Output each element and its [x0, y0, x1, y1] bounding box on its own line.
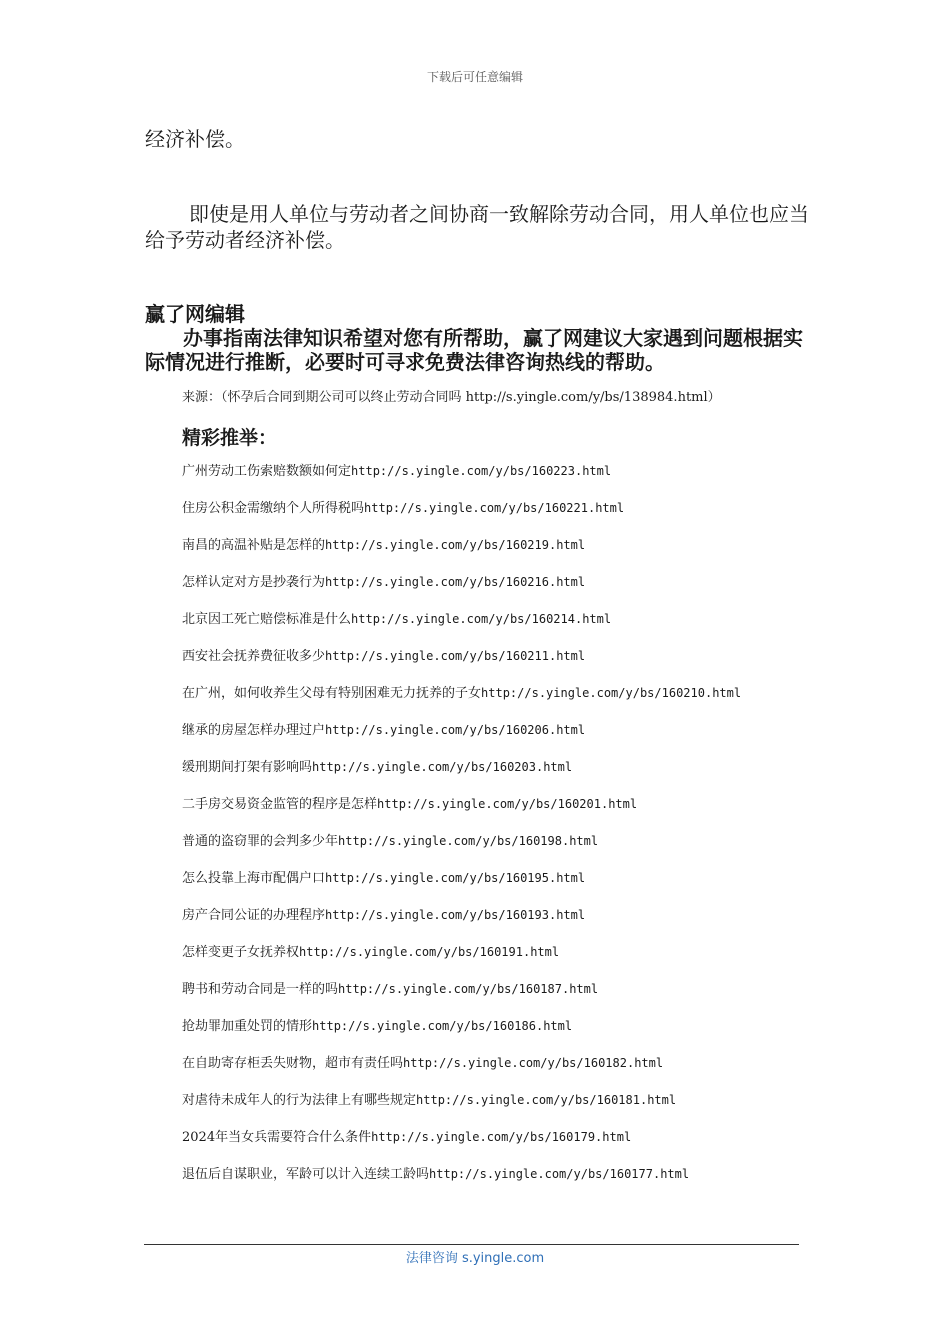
link-url[interactable]: http://s.yingle.com/y/bs/160191.html: [299, 945, 560, 959]
list-item[interactable]: [182, 684, 741, 721]
list-item[interactable]: [182, 980, 741, 1017]
link-title: 抢劫罪加重处罚的情形: [182, 1019, 313, 1034]
link-url[interactable]: http://s.yingle.com/y/bs/160201.html: [377, 797, 638, 811]
list-item[interactable]: [182, 610, 741, 647]
paragraph-compensation-end: 经济补偿。: [145, 127, 245, 151]
link-title: 在广州，如何收养生父母有特别困难无力抚养的子女: [182, 686, 482, 701]
link-title: 退伍后自谋职业，军龄可以计入连续工龄吗: [182, 1167, 430, 1182]
list-item[interactable]: [182, 1128, 741, 1165]
link-url[interactable]: http://s.yingle.com/y/bs/160198.html: [338, 834, 599, 848]
recommend-title: 精彩推举：: [182, 427, 278, 449]
paragraph-mutual-termination: 即使是用人单位与劳动者之间协商一致解除劳动合同，用人单位也应当给予劳动者经济补偿。: [145, 202, 809, 252]
list-item[interactable]: [182, 1165, 741, 1202]
list-item[interactable]: [182, 536, 741, 573]
list-item[interactable]: [182, 906, 741, 943]
link-title: 在自助寄存柜丢失财物，超市有责任吗: [182, 1056, 404, 1071]
page-header: 下载后可任意编辑: [426, 70, 523, 84]
link-url[interactable]: http://s.yingle.com/y/bs/160193.html: [325, 908, 586, 922]
list-item[interactable]: [182, 721, 741, 758]
link-url[interactable]: http://s.yingle.com/y/bs/160182.html: [403, 1056, 664, 1070]
link-title: 住房公积金需缴纳个人所得税吗: [182, 501, 365, 516]
list-item[interactable]: [182, 1054, 741, 1091]
link-title: 对虐待未成年人的行为法律上有哪些规定: [182, 1093, 417, 1108]
list-item[interactable]: [182, 832, 741, 869]
list-item[interactable]: [182, 573, 741, 610]
link-url[interactable]: http://s.yingle.com/y/bs/160221.html: [364, 501, 625, 515]
link-url[interactable]: http://s.yingle.com/y/bs/160179.html: [371, 1130, 632, 1144]
link-title: 继承的房屋怎样办理过户: [182, 723, 326, 738]
source-citation: 来源：（怀孕后合同到期公司可以终止劳动合同吗 http://s.yingle.com/y/bs/138984.html）: [182, 390, 721, 405]
link-url[interactable]: http://s.yingle.com/y/bs/160177.html: [429, 1167, 690, 1181]
link-url[interactable]: http://s.yingle.com/y/bs/160186.html: [312, 1019, 573, 1033]
list-item[interactable]: [182, 499, 741, 536]
link-title: 北京因工死亡赔偿标准是什么: [182, 612, 352, 627]
link-title: 聘书和劳动合同是一样的吗: [182, 982, 339, 997]
list-item[interactable]: [182, 1017, 741, 1054]
link-title: 普通的盗窃罪的会判多少年: [182, 834, 339, 849]
link-title: 二手房交易资金监管的程序是怎样: [182, 797, 378, 812]
recommend-list: [182, 462, 741, 1202]
list-item[interactable]: [182, 758, 741, 795]
link-url[interactable]: http://s.yingle.com/y/bs/160214.html: [351, 612, 612, 626]
link-url[interactable]: http://s.yingle.com/y/bs/160216.html: [325, 575, 586, 589]
link-url[interactable]: http://s.yingle.com/y/bs/160206.html: [325, 723, 586, 737]
link-url[interactable]: http://s.yingle.com/y/bs/160223.html: [351, 464, 612, 478]
link-title: 2024年当女兵需要符合什么条件: [182, 1130, 372, 1145]
link-title: 南昌的高温补贴是怎样的: [182, 538, 326, 553]
link-title: 房产合同公证的办理程序: [182, 908, 326, 923]
list-item[interactable]: [182, 1091, 741, 1128]
list-item[interactable]: [182, 647, 741, 684]
link-url[interactable]: http://s.yingle.com/y/bs/160187.html: [338, 982, 599, 996]
list-item[interactable]: [182, 869, 741, 906]
link-url[interactable]: http://s.yingle.com/y/bs/160211.html: [325, 649, 586, 663]
link-title: 广州劳动工伤索赔数额如何定: [182, 464, 352, 479]
link-url[interactable]: http://s.yingle.com/y/bs/160203.html: [312, 760, 573, 774]
intro-paragraph: 办事指南法律知识希望对您有所帮助，赢了网建议大家遇到问题根据实际情况进行推断，必要时可寻求免费法律咨询热线的帮助。: [145, 326, 803, 374]
link-url[interactable]: http://s.yingle.com/y/bs/160181.html: [416, 1093, 677, 1107]
link-url[interactable]: http://s.yingle.com/y/bs/160210.html: [481, 686, 742, 700]
link-url[interactable]: http://s.yingle.com/y/bs/160195.html: [325, 871, 586, 885]
editor-heading: 赢了网编辑: [145, 302, 245, 326]
link-title: 缓刑期间打架有影响吗: [182, 760, 313, 775]
link-url[interactable]: http://s.yingle.com/y/bs/160219.html: [325, 538, 586, 552]
footer-divider: [144, 1244, 799, 1245]
list-item[interactable]: [182, 462, 741, 499]
link-title: 怎样变更子女抚养权: [182, 945, 300, 960]
link-title: 怎样认定对方是抄袭行为: [182, 575, 326, 590]
list-item[interactable]: [182, 943, 741, 980]
footer-link[interactable]: 法律咨询 s.yingle.com: [405, 1251, 545, 1266]
link-title: 西安社会抚养费征收多少: [182, 649, 326, 664]
link-title: 怎么投靠上海市配偶户口: [182, 871, 326, 886]
list-item[interactable]: [182, 795, 741, 832]
